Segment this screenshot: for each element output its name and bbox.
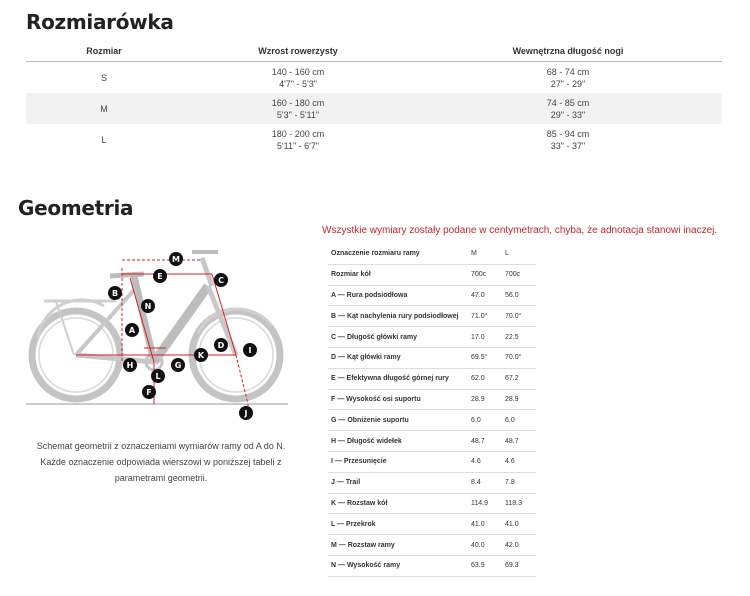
units-notice: Wszystkie wymiary zostały podane w centymetrach, chyba, że adnotacja stanowi inaczej. (322, 225, 718, 236)
svg-text:G: G (174, 361, 182, 370)
svg-text:H: H (126, 361, 134, 370)
marker-j (239, 406, 253, 420)
table-row (328, 306, 536, 327)
svg-text:K: K (197, 351, 205, 360)
marker-c (214, 273, 228, 287)
value-l: 41.0 (505, 520, 519, 528)
param-label: K — Rozstaw kół (331, 499, 388, 507)
table-row (328, 410, 536, 431)
param-label: I — Przesunięcie (331, 458, 387, 466)
table-row (26, 124, 722, 155)
value-m: 62.0 (471, 375, 485, 383)
inseam-cell: 68 - 74 cm 27" - 29" (546, 66, 590, 89)
header-m: M (471, 250, 477, 258)
param-label: C — Długość główki ramy (331, 333, 417, 341)
diagram-caption: Schemat geometrii z oznaczeniami wymiarów ramy od A do N. Każde oznaczenie odpowiada wierszowi w poniższej tabeli z parametrami geometrii. (36, 441, 286, 483)
svg-text:D: D (217, 341, 225, 350)
value-m: 41.0 (471, 520, 485, 528)
value-l: 67.2 (505, 375, 519, 383)
param-label: G — Obniżenie suportu (331, 416, 409, 424)
value-m: 4.6 (471, 458, 481, 466)
param-label: E — Efektywna długość górnej rury (331, 375, 449, 383)
marker-g (171, 358, 185, 372)
svg-text:E: E (157, 272, 163, 281)
value-l: 56.0 (505, 291, 519, 299)
svg-text:B: B (111, 289, 119, 298)
table-row (328, 452, 536, 473)
value-l: 22.5 (505, 333, 519, 341)
value-m: 69.5° (471, 354, 488, 362)
param-label: M — Rozstaw ramy (331, 541, 395, 549)
param-label: F — Wysokość osi suportu (331, 395, 421, 403)
value-m: 47.0 (471, 291, 485, 299)
value-l: 48.7 (505, 437, 519, 445)
size-cell: L (101, 134, 107, 145)
value-l: 69.3 (505, 562, 519, 570)
marker-h (123, 358, 137, 372)
svg-text:A: A (128, 326, 136, 335)
geometry-title: Geometria (18, 196, 134, 220)
param-label: Rozmiar kół (331, 271, 371, 279)
value-m: 8.4 (471, 479, 481, 487)
value-l: 7.8 (505, 479, 515, 487)
table-row (26, 62, 722, 93)
header-inseam: Wewnętrzna długość nogi (512, 45, 624, 56)
svg-text:I: I (248, 346, 252, 355)
value-m: 48.7 (471, 437, 485, 445)
table-row (328, 286, 536, 307)
geometry-table (328, 244, 536, 577)
svg-text:M: M (172, 255, 180, 264)
table-row (328, 390, 536, 411)
value-l: 4.6 (505, 458, 515, 466)
size-table-header (26, 40, 722, 62)
param-label: J — Trail (331, 479, 361, 487)
size-table (26, 40, 722, 155)
svg-text:N: N (144, 302, 152, 311)
param-label: A — Rura podsiodłowa (331, 291, 408, 299)
svg-text:J: J (244, 409, 248, 418)
marker-a (125, 323, 139, 337)
inseam-cell: 74 - 85 cm 29" - 33" (546, 97, 590, 120)
table-row (328, 265, 536, 286)
value-m: 6.0 (471, 416, 481, 424)
size-chart-title: Rozmiarówka (26, 10, 174, 34)
table-row (26, 93, 722, 124)
size-cell: M (100, 103, 108, 114)
marker-n (141, 299, 155, 313)
value-m: 40.0 (471, 541, 485, 549)
header-l: L (505, 250, 509, 258)
value-l: 70.0° (505, 312, 522, 320)
value-l: 118.3 (505, 499, 522, 507)
marker-b (108, 286, 122, 300)
value-m: 63.9 (471, 562, 485, 570)
header-size: Rozmiar (86, 45, 122, 56)
svg-text:L: L (155, 372, 161, 381)
value-m: 114.9 (471, 499, 488, 507)
value-m: 700c (471, 271, 487, 279)
value-l: 28.9 (505, 395, 519, 403)
header-rider-height: Wzrost rowerzysty (258, 45, 338, 56)
param-label: B — Kąt nachylenia rury podsiodłowej (331, 312, 459, 320)
value-l: 42.0 (505, 541, 519, 549)
height-cell: 180 - 200 cm 5'11" - 6'7" (271, 128, 325, 151)
svg-text:F: F (146, 388, 152, 397)
marker-m (169, 252, 183, 266)
height-cell: 140 - 160 cm 4'7" - 5'3" (271, 66, 325, 89)
value-l: 70.0° (505, 354, 522, 362)
table-row (328, 556, 536, 577)
size-cell: S (100, 72, 107, 83)
geometry-table-header (328, 244, 536, 265)
marker-f (142, 385, 156, 399)
table-row (328, 431, 536, 452)
param-label: H — Długość widełek (331, 437, 402, 445)
height-cell: 160 - 180 cm 5'3" - 5'11" (271, 97, 325, 120)
table-row (328, 494, 536, 515)
bike-geometry-diagram (26, 238, 296, 428)
value-m: 17.0 (471, 333, 485, 341)
value-l: 700c (505, 271, 521, 279)
marker-d (214, 338, 228, 352)
inseam-cell: 85 - 94 cm 33" - 37" (546, 128, 590, 151)
value-m: 71.0° (471, 312, 488, 320)
value-m: 28.9 (471, 395, 485, 403)
table-row (328, 473, 536, 494)
table-row (328, 535, 536, 556)
table-row (328, 514, 536, 535)
marker-i (243, 343, 257, 357)
header-frame-size: Oznaczenie rozmiaru ramy (331, 250, 420, 258)
value-l: 6.0 (505, 416, 515, 424)
marker-k (194, 348, 208, 362)
param-label: L — Przekrok (331, 520, 376, 528)
table-row (328, 348, 536, 369)
param-label: D — Kąt główki ramy (331, 354, 401, 362)
marker-e (153, 269, 167, 283)
table-row (328, 369, 536, 390)
param-label: N — Wysokość ramy (331, 562, 401, 570)
marker-l (151, 369, 165, 383)
table-row (328, 327, 536, 348)
svg-text:C: C (218, 276, 224, 285)
